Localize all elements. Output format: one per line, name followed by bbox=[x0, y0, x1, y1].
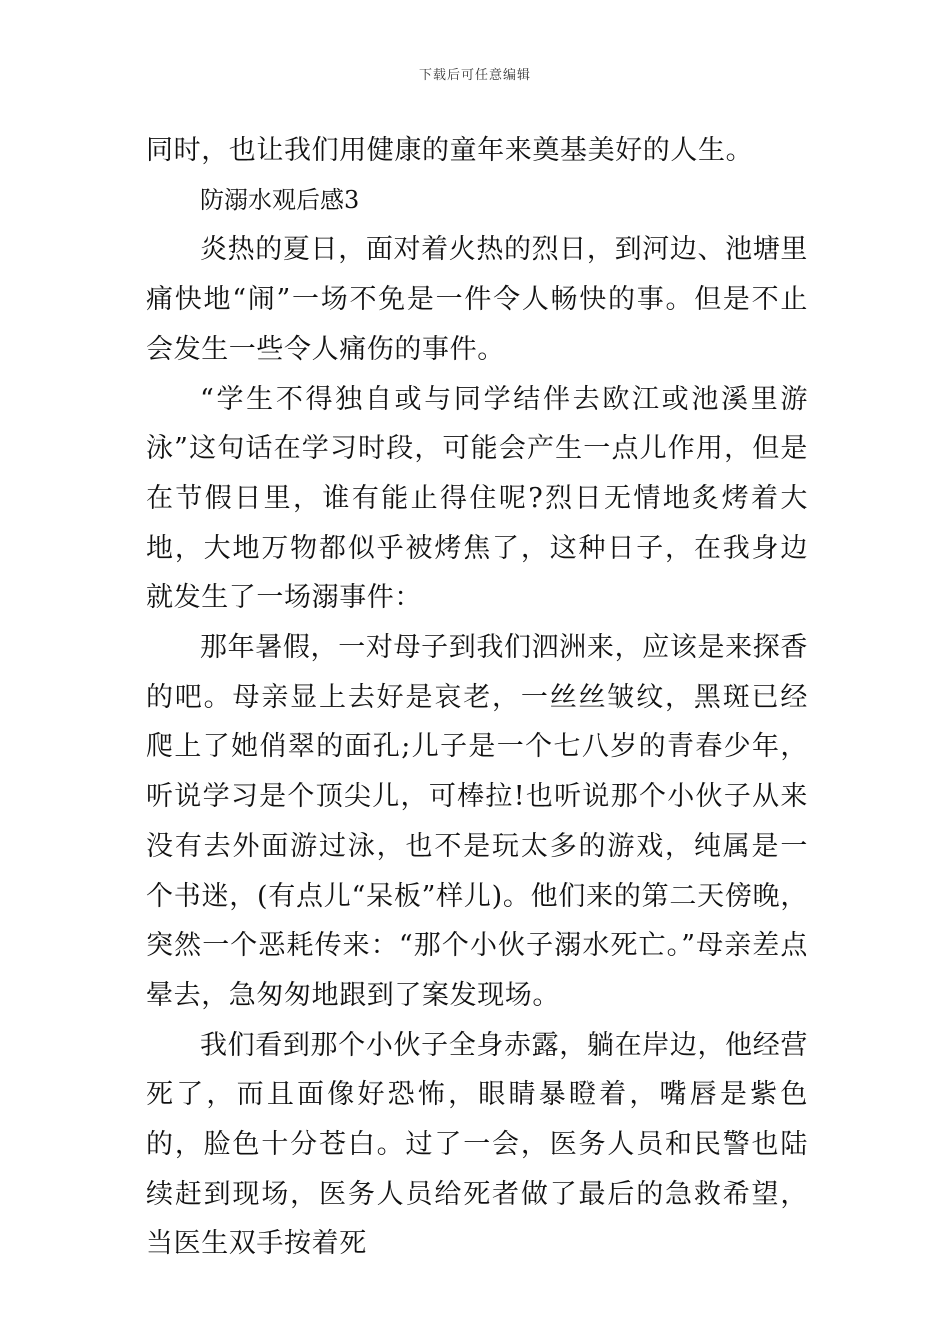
lead-line: 同时，也让我们用健康的童年来奠基美好的人生。 bbox=[146, 135, 754, 166]
page-header-note: 下载后可任意编辑 bbox=[418, 68, 531, 83]
paragraph-4: 我们看到那个小伙子全身赤露，躺在岸边，他经营死了，而且面像好恐怖，眼睛暴瞪着，嘴唇是紫色的，脸色十分苍白。过了一会，医务人员和民警也陆续赶到现场，医务人员给死者做了最后的急救希望，当医生双手按着死 bbox=[146, 1029, 808, 1260]
paragraph-1: 炎热的夏日，面对着火热的烈日，到河边、池塘里痛快地“闹”一场不免是一件令人畅快的事。但是不止会发生一些令人痛伤的事件。 bbox=[146, 234, 808, 365]
document-body bbox=[146, 126, 808, 1269]
section-title: 防溺水观后感3 bbox=[200, 185, 360, 214]
paragraph-2: “学生不得独自或与同学结伴去欧江或池溪里游泳”这句话在学习时段，可能会产生一点儿作用，但是在节假日里，谁有能止得住呢?烈日无情地炙烤着大地，大地万物都似乎被烤焦了，这种日子，在我身边就发生了一场溺事件： bbox=[146, 383, 808, 614]
paragraph-3: 那年暑假，一对母子到我们泗洲来，应该是来探香的吧。母亲显上去好是哀老，一丝丝皱纹，黑斑已经爬上了她俏翠的面孔;儿子是一个七八岁的青春少年，听说学习是个顶尖儿，可棒拉!也听说那个小伙子从来没有去外面游过泳，也不是玩太多的游戏，纯属是一个书迷，(有点儿“呆板”样儿)。他们来的第二天傍晚，突然一个恶耗传来：“那个小伙子溺水死亡。”母亲差点晕去，急匆匆地跟到了案发现场。 bbox=[146, 632, 808, 1011]
